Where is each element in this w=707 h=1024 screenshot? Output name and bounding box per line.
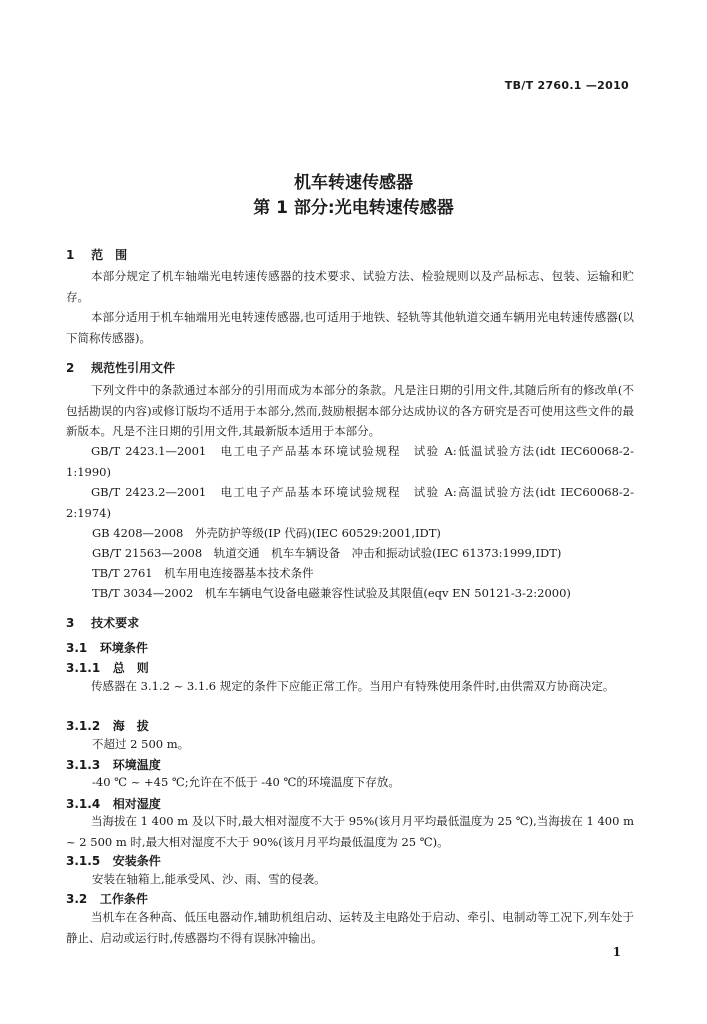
clause-number: 3.1.5 xyxy=(66,854,101,868)
clause-3-2-text: 当机车在各种高、低压电器动作,辅助机组启动、运转及主电路处于启动、牵引、电制动等工况下,列车处于静止、启动或运行时,传感器均不得有误脉冲输出。 xyxy=(66,910,634,945)
clause-title: 总 则 xyxy=(112,661,149,675)
section-1-paragraph-1: 本部分规定了机车轴端光电转速传感器的技术要求、试验方法、检验规则以及产品标志、包装、运输和贮存。 xyxy=(66,269,634,304)
document-subtitle: 第 1 部分:光电转速传感器 xyxy=(253,198,454,218)
reference-item: TB/T 3034—2002 机车车辆电气设备电磁兼容性试验及其限值(eqv EN 50121-3-2:2000) xyxy=(92,586,571,600)
clause-3-1-2-heading xyxy=(66,717,149,734)
clause-number: 3.2 xyxy=(66,892,88,906)
page-number: 1 xyxy=(612,945,621,959)
clause-title: 海 拔 xyxy=(112,719,149,733)
clause-3-1-3-heading xyxy=(66,756,161,773)
clause-3-1-4-text: 当海拔在 1 400 m 及以下时,最大相对湿度不大于 95%(该月月平均最低温度为 25 ℃),当海拔在 1 400 m ~ 2 500 m 时,最大相对湿度不大于 90%(该月月平均最低温度为 25 ℃)。 xyxy=(66,814,634,849)
section-number: 2 xyxy=(66,361,75,375)
clause-title: 安装条件 xyxy=(112,854,161,868)
reference-item: GB 4208—2008 外壳防护等级(IP 代码)(IEC 60529:2001,IDT) xyxy=(92,526,441,540)
clause-title: 环境条件 xyxy=(99,641,148,655)
section-number: 3 xyxy=(66,616,75,630)
reference-item: TB/T 2761 机车用电连接器基本技术条件 xyxy=(92,566,314,580)
document-title: 机车转速传感器 xyxy=(294,173,413,193)
clause-3-1-1-heading xyxy=(66,659,149,676)
clause-number: 3.1.4 xyxy=(66,797,101,811)
clause-3-1-5-text: 安装在轴箱上,能承受风、沙、雨、雪的侵袭。 xyxy=(92,872,326,886)
clause-title: 环境温度 xyxy=(112,758,161,772)
clause-3-1-heading xyxy=(66,639,148,656)
clause-3-1-4-heading xyxy=(66,795,161,812)
clause-number: 3.1 xyxy=(66,641,88,655)
clause-number: 3.1.2 xyxy=(66,719,101,733)
clause-title: 工作条件 xyxy=(99,892,148,906)
section-2-paragraph: 下列文件中的条款通过本部分的引用而成为本部分的条款。凡是注日期的引用文件,其随后所有的修改单(不包括勘误的内容)或修订版均不适用于本部分,然而,鼓励根据本部分达成协议的各方研究是否可使用这些文件的最新版本。凡是不注日期的引用文件,其最新版本适用于本部分。 xyxy=(66,383,634,438)
reference-item: GB/T 2423.1—2001 电工电子产品基本环境试验规程 试验 A:低温试验方法(idt IEC60068-2-1:1990) xyxy=(66,444,634,479)
clause-3-1-3-text: -40 ℃ ~ +45 ℃;允许在不低于 -40 ℃的环境温度下存放。 xyxy=(92,775,400,789)
reference-item: GB/T 21563—2008 轨道交通 机车车辆设备 冲击和振动试验(IEC 61373:1999,IDT) xyxy=(92,546,562,560)
reference-item: GB/T 2423.2—2001 电工电子产品基本环境试验规程 试验 A:高温试验方法(idt IEC60068-2-2:1974) xyxy=(66,485,634,520)
clause-title: 相对湿度 xyxy=(112,797,161,811)
section-1-heading xyxy=(66,246,127,263)
clause-3-1-2-text: 不超过 2 500 m。 xyxy=(92,737,190,751)
section-title: 技术要求 xyxy=(91,616,140,630)
section-title: 规范性引用文件 xyxy=(91,361,176,375)
clause-3-1-1-text: 传感器在 3.1.2 ~ 3.1.6 规定的条件下应能正常工作。当用户有特殊使用条件时,由供需双方协商决定。 xyxy=(91,679,615,693)
standard-number-header: TB/T 2760.1 —2010 xyxy=(504,79,629,92)
clause-number: 3.1.3 xyxy=(66,758,101,772)
section-title: 范 围 xyxy=(91,248,128,262)
clause-3-2-heading xyxy=(66,890,148,907)
clause-number: 3.1.1 xyxy=(66,661,101,675)
section-number: 1 xyxy=(66,248,75,262)
section-2-heading xyxy=(66,359,175,376)
section-3-heading xyxy=(66,614,139,631)
section-1-paragraph-2: 本部分适用于机车轴端用光电转速传感器,也可适用于地铁、轻轨等其他轨道交通车辆用光电转速传感器(以下简称传感器)。 xyxy=(66,310,634,345)
clause-3-1-5-heading xyxy=(66,852,161,869)
